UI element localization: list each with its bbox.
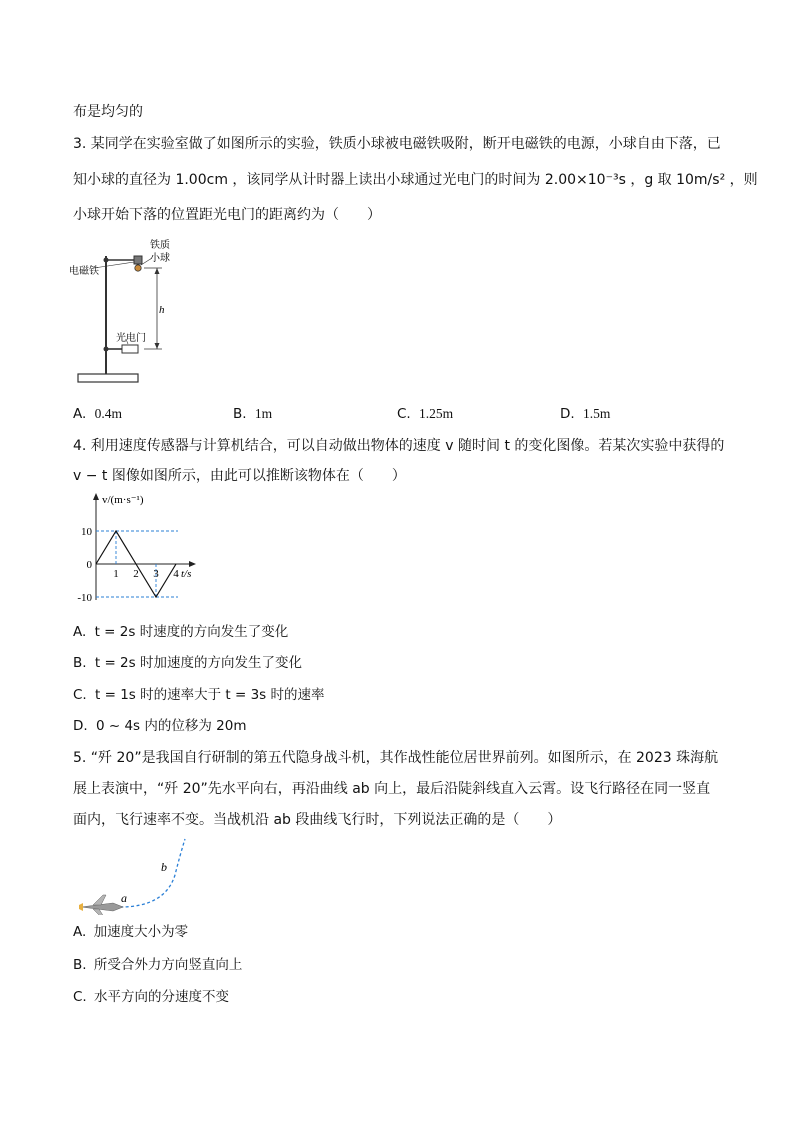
option-letter: A. <box>73 624 87 640</box>
intro-text: 布是均匀的 <box>73 104 143 120</box>
option-text: t = 2s 时速度的方向发生了变化 <box>94 624 289 640</box>
x-tick-label: 2 <box>133 568 139 580</box>
q3-option-c[interactable] <box>397 404 453 424</box>
label-b: b <box>161 860 167 874</box>
option-letter: C. <box>73 687 87 703</box>
option-text: 加速度大小为零 <box>93 924 189 940</box>
option-letter: A. <box>73 924 87 940</box>
x-tick-label: 3 <box>153 568 159 580</box>
option-letter: D. <box>73 718 88 734</box>
y-axis-arrow <box>93 493 99 500</box>
q5-option-c[interactable] <box>73 987 229 1007</box>
y-axis-label: v/(m·s⁻¹) <box>102 494 144 506</box>
vt-chart <box>70 490 230 612</box>
option-letter: C. <box>73 989 87 1005</box>
q3-stem-line1: 3. 某同学在实验室做了如图所示的实验，铁质小球被电磁铁吸附，断开电磁铁的电源，小球自由下落，已 <box>73 136 721 152</box>
label-electromagnet: 电磁铁 <box>69 266 99 277</box>
option-letter: B. <box>233 406 247 422</box>
jet-icon <box>79 895 123 915</box>
option-text: t = 1s 时的速率大于 t = 3s 时的速率 <box>95 687 325 703</box>
q4-option-a[interactable] <box>73 622 288 642</box>
q5-stem-line1: 5. “歼 20”是我国自行研制的第五代隐身战斗机，其作战性能位居世界前列。如图所示，在 2023 珠海航 <box>73 750 719 766</box>
label-a: a <box>121 891 127 905</box>
q3-option-b[interactable] <box>233 404 272 424</box>
q5-stem-line2: 展上表演中，“歼 20”先水平向右，再沿曲线 ab 向上，最后沿陡斜线直入云霄。设飞行路径在同一竖直 <box>73 781 711 797</box>
q3-stem-line2: 知小球的直径为 1.00cm ，该同学从计时器上读出小球通过光电门的时间为 2.00×10⁻³s ，g 取 10m/s² ，则 <box>73 172 758 188</box>
x-axis-arrow <box>189 561 196 567</box>
x-tick-label: 4 <box>173 568 179 580</box>
option-letter: B. <box>73 957 87 973</box>
q4-option-d[interactable] <box>73 716 247 736</box>
option-text: 水平方向的分速度不变 <box>94 989 230 1005</box>
stand-base <box>78 374 138 382</box>
q4-option-b[interactable] <box>73 653 302 673</box>
q5-flight-path-figure <box>75 835 195 915</box>
y-tick-label: -10 <box>77 592 92 604</box>
y-tick-label: 10 <box>81 526 92 538</box>
q3-option-d[interactable] <box>560 404 610 424</box>
option-letter: B. <box>73 655 87 671</box>
q5-option-a[interactable] <box>73 922 188 942</box>
q3-apparatus-figure <box>68 236 198 391</box>
q3-stem-line3: 小球开始下落的位置距光电门的距离约为（ ） <box>73 207 381 223</box>
q4-stem-line1: 4. 利用速度传感器与计算机结合，可以自动做出物体的速度 v 随时间 t 的变化图像。若某次实验中获得的 <box>73 438 725 454</box>
option-letter: A. <box>73 406 87 422</box>
option-letter: D. <box>560 406 575 422</box>
option-text: 1m <box>254 406 273 421</box>
iron-ball <box>135 265 141 271</box>
y-tick-label: 0 <box>86 559 92 571</box>
option-text: 1.5m <box>582 406 611 421</box>
option-text: 1.25m <box>419 406 454 421</box>
x-axis-label: t/s <box>181 568 192 580</box>
option-letter: C. <box>397 406 411 422</box>
electromagnet <box>134 256 142 264</box>
q5-stem-line3: 面内，飞行速率不变。当战机沿 ab 段曲线飞行时，下列说法正确的是（ ） <box>73 812 562 828</box>
q4-option-c[interactable] <box>73 685 325 705</box>
x-tick-label: 1 <box>113 568 119 580</box>
label-iron-ball-1: 铁质 <box>150 240 170 251</box>
label-iron-ball-2: 小球 <box>150 253 170 264</box>
q3-option-a[interactable] <box>73 404 122 424</box>
label-h: h <box>159 304 165 316</box>
q5-option-b[interactable] <box>73 955 242 975</box>
option-text: 0 ~ 4s 内的位移为 20m <box>95 718 247 734</box>
option-text: t = 2s 时加速度的方向发生了变化 <box>94 655 302 671</box>
flight-path-ab <box>120 839 185 907</box>
option-text: 0.4m <box>94 406 122 421</box>
label-photogate: 光电门 <box>116 333 146 344</box>
photogate <box>122 345 138 353</box>
option-text: 所受合外力方向竖直向上 <box>93 957 243 973</box>
q4-stem-line2: v − t 图像如图所示，由此可以推断该物体在（ ） <box>73 468 406 484</box>
